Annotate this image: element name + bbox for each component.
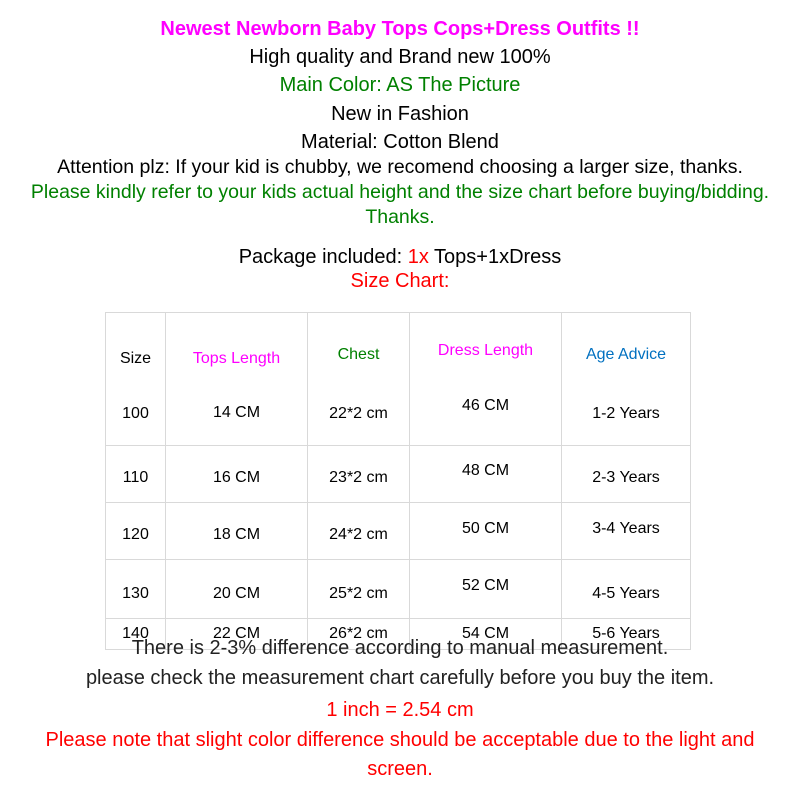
cell-chest: 26*2 cm	[308, 619, 410, 650]
cell-size: 120	[106, 503, 166, 560]
cell-chest: 22*2 cm	[308, 397, 410, 446]
color-note: Please note that slight color difference should be acceptable due to the light and	[45, 729, 755, 751]
cell-tops-length: 14 CM	[166, 397, 308, 446]
header-dress-length: Dress Length	[410, 313, 562, 398]
cell-chest: 24*2 cm	[308, 503, 410, 560]
color-note-end: screen.	[367, 758, 433, 780]
cell-chest: 25*2 cm	[308, 560, 410, 619]
attention-text: Attention plz: If your kid is chubby, we recomend choosing a larger size, thanks.	[57, 156, 743, 178]
cell-size: 100	[106, 397, 166, 446]
header-size: Size	[106, 313, 166, 398]
fashion-text: New in Fashion	[331, 103, 469, 125]
refer-text: Please kindly refer to your kids actual height and the size chart before buying/bidding.	[30, 181, 770, 203]
cell-age-advice: 5-6 Years	[562, 619, 691, 650]
header-chest: Chest	[308, 313, 410, 398]
cell-age-advice: 3-4 Years	[562, 503, 691, 560]
cell-dress-length: 50 CM	[410, 503, 562, 560]
cell-size: 130	[106, 560, 166, 619]
cell-age-advice: 1-2 Years	[592, 405, 660, 422]
cell-tops-length: 16 CM	[166, 446, 308, 503]
cell-dress-length: 46 CM	[410, 397, 562, 446]
package-prefix: Package included:	[238, 246, 408, 268]
product-title: Newest Newborn Baby Tops Cops+Dress Outfits !!	[160, 18, 640, 40]
material-text: Material: Cotton Blend	[301, 131, 499, 153]
table-header-row	[106, 313, 691, 398]
cell-tops-length: 22 CM	[166, 619, 308, 650]
header-tops-length: Tops Length	[166, 313, 308, 398]
difference-note: There is 2-3% difference according to manual measurement.	[131, 637, 669, 659]
cell-tops-length: 18 CM	[166, 503, 308, 560]
cell-size: 140	[106, 619, 166, 650]
cell-size: 110	[106, 446, 166, 503]
cell-age-advice: 4-5 Years	[562, 560, 691, 619]
cell-dress-length: 54 CM	[410, 619, 562, 650]
header-age-advice: Age Advice	[585, 346, 667, 363]
table-row	[106, 560, 691, 619]
cell-dress-length: 52 CM	[410, 560, 562, 619]
table-row	[106, 503, 691, 560]
cell-dress-length: 48 CM	[410, 446, 562, 503]
thanks-text: Thanks.	[365, 206, 435, 228]
size-chart-label: Size Chart:	[350, 270, 450, 292]
quality-text: High quality and Brand new 100%	[249, 46, 551, 68]
size-chart-table	[105, 312, 691, 650]
package-text	[0, 246, 800, 269]
main-color-text: Main Color: AS The Picture	[279, 74, 521, 96]
inch-conversion: 1 inch = 2.54 cm	[326, 699, 474, 721]
cell-age-advice: 2-3 Years	[562, 446, 691, 503]
check-note: please check the measurement chart carefully before you buy the item.	[85, 667, 715, 689]
table-row	[106, 446, 691, 503]
package-suffix: Tops+1xDress	[428, 246, 562, 268]
cell-tops-length: 20 CM	[166, 560, 308, 619]
cell-chest: 23*2 cm	[308, 446, 410, 503]
table-row	[106, 397, 691, 446]
package-qty: 1x	[407, 246, 429, 268]
